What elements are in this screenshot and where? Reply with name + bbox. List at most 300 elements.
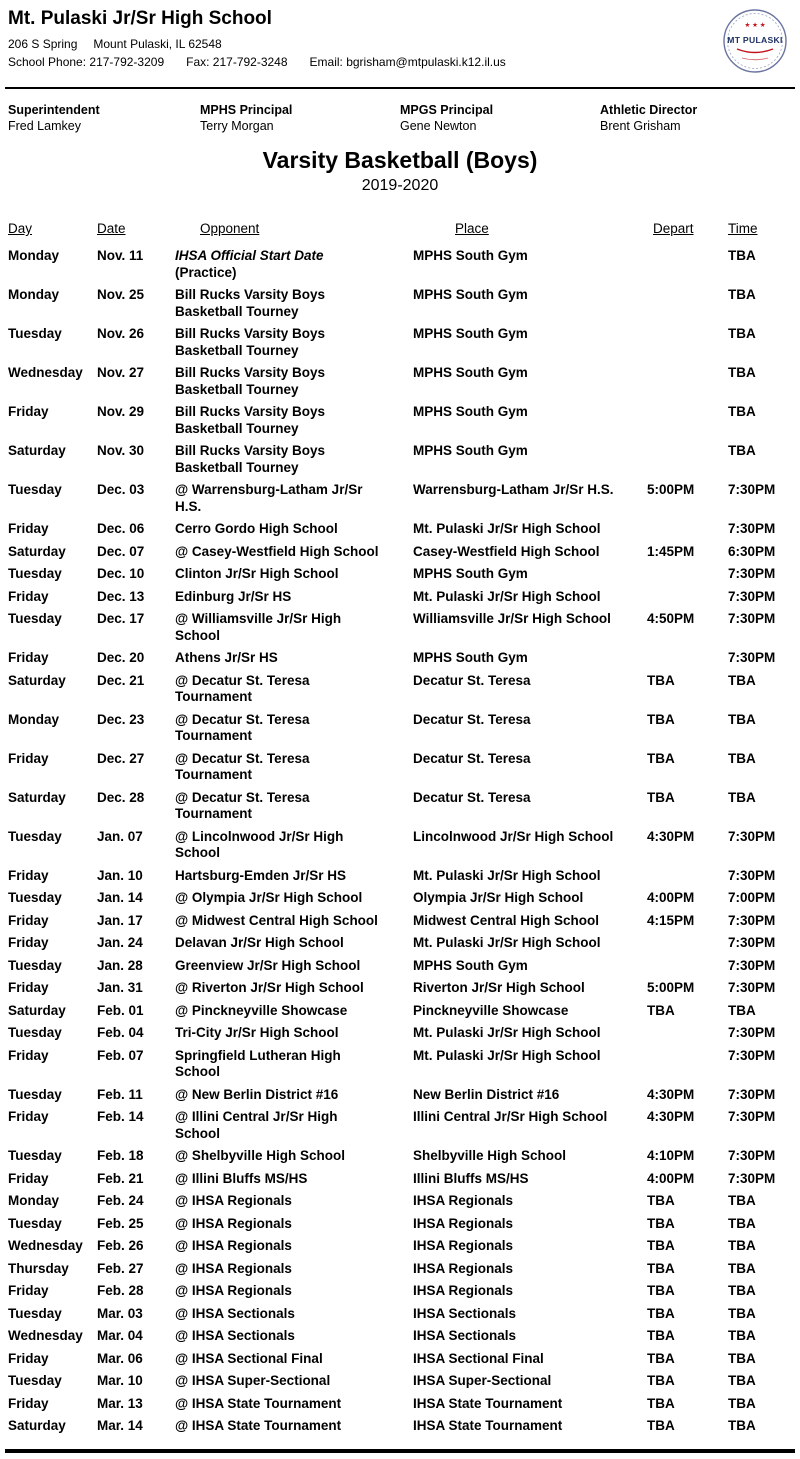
place-cell: IHSA Regionals <box>413 1260 514 1276</box>
time-cell: TBA <box>728 750 756 766</box>
date-cell: Mar. 14 <box>97 1418 143 1433</box>
place-cell: Williamsville Jr/Sr High School <box>413 611 611 626</box>
place-cell: IHSA Sectionals <box>413 1328 517 1343</box>
schedule-row <box>8 1370 792 1393</box>
date-cell: Nov. 26 <box>97 326 145 341</box>
place-cell: Illini Bluffs MS/HS <box>413 1170 529 1186</box>
depart-cell: TBA <box>647 1238 675 1253</box>
time-cell: 7:30PM <box>728 650 776 665</box>
place-cell: Decatur St. Teresa <box>413 711 531 727</box>
schedule-row <box>8 362 792 401</box>
place-cell: MPHS South Gym <box>413 650 528 665</box>
depart-cell <box>647 566 728 583</box>
place-cell: Mt. Pulaski Jr/Sr High School <box>413 867 601 883</box>
depart-cell: TBA <box>647 750 675 766</box>
day-cell: Wednesday <box>8 1238 83 1253</box>
place-cell: MPHS South Gym <box>413 566 528 581</box>
place-cell: Riverton Jr/Sr High School <box>413 980 585 995</box>
schedule-row <box>8 787 792 826</box>
date-cell: Nov. 25 <box>97 287 145 302</box>
date-cell: Feb. 28 <box>97 1283 144 1298</box>
schedule-row <box>8 932 792 955</box>
opponent-cell: Clinton Jr/Sr High School <box>175 566 339 581</box>
day-cell: Monday <box>8 248 60 263</box>
date-cell: Feb. 04 <box>97 1025 144 1040</box>
schedule-row <box>8 826 792 865</box>
date-cell: Jan. 31 <box>97 980 143 995</box>
schedule-row <box>8 1348 792 1371</box>
document-title: Varsity Basketball (Boys) <box>262 147 538 173</box>
time-cell: TBA <box>728 1305 756 1321</box>
day-cell: Friday <box>8 588 49 604</box>
opponent-cell: @ IHSA Regionals <box>175 1260 292 1276</box>
staff-name: Terry Morgan <box>200 119 274 133</box>
schedule-rows <box>8 245 792 1438</box>
schedule-row <box>8 910 792 933</box>
schedule-row <box>8 245 792 284</box>
date-cell: Feb. 11 <box>97 1086 143 1102</box>
day-cell: Saturday <box>8 1002 66 1018</box>
opponent-cell: @ Decatur St. Teresa Tournament <box>175 750 310 782</box>
date-cell: Jan. 14 <box>97 890 143 905</box>
schedule-row <box>8 748 792 787</box>
opponent-cell: Tri-City Jr/Sr High School <box>175 1025 339 1040</box>
schedule-row <box>8 479 792 518</box>
day-cell: Tuesday <box>8 482 62 497</box>
day-cell: Tuesday <box>8 1148 62 1163</box>
day-cell: Friday <box>8 1047 49 1063</box>
schedule-row <box>8 1280 792 1303</box>
col-header-time: Time <box>728 221 758 236</box>
day-cell: Monday <box>8 1193 60 1208</box>
time-cell: 7:30PM <box>728 588 776 604</box>
time-cell: TBA <box>728 1238 756 1253</box>
date-cell: Dec. 27 <box>97 750 145 766</box>
date-cell: Jan. 17 <box>97 912 143 928</box>
place-cell: MPHS South Gym <box>413 248 528 263</box>
opponent-cell: @ Illini Bluffs MS/HS <box>175 1170 308 1186</box>
date-cell: Dec. 03 <box>97 482 145 497</box>
day-cell: Saturday <box>8 789 66 805</box>
place-cell: New Berlin District #16 <box>413 1086 560 1102</box>
opponent-cell: Bill Rucks Varsity Boys Basketball Tourney <box>175 287 326 319</box>
schedule-row <box>8 563 792 586</box>
depart-cell: TBA <box>647 711 675 727</box>
time-cell: 7:30PM <box>728 912 776 928</box>
time-cell: 7:30PM <box>728 935 776 950</box>
time-cell: 7:30PM <box>728 1086 776 1102</box>
time-cell: 7:30PM <box>728 980 776 995</box>
date-cell: Mar. 03 <box>97 1305 143 1321</box>
depart-cell: 4:50PM <box>647 611 695 626</box>
day-cell: Tuesday <box>8 1025 62 1040</box>
place-cell: MPHS South Gym <box>413 404 528 419</box>
time-cell: TBA <box>728 365 756 380</box>
time-cell: TBA <box>728 1002 756 1018</box>
depart-cell: 4:10PM <box>647 1148 695 1163</box>
schedule-row <box>8 1190 792 1213</box>
depart-cell: TBA <box>647 1193 675 1208</box>
opponent-cell: Athens Jr/Sr HS <box>175 650 278 665</box>
depart-cell: TBA <box>647 1373 675 1388</box>
depart-cell: 4:00PM <box>647 1170 695 1186</box>
place-cell: Midwest Central High School <box>413 912 600 928</box>
time-cell: TBA <box>728 1328 756 1343</box>
schedule-row <box>8 1000 792 1023</box>
time-cell: TBA <box>728 404 756 419</box>
staff-mphs-principal <box>200 103 400 134</box>
depart-cell <box>647 326 728 359</box>
staff-role: MPHS Principal <box>200 103 293 117</box>
date-cell: Dec. 20 <box>97 650 145 665</box>
date-cell: Feb. 18 <box>97 1148 144 1163</box>
time-cell: 7:30PM <box>728 482 776 497</box>
day-cell: Wednesday <box>8 365 83 380</box>
staff-role: Superintendent <box>8 103 100 117</box>
col-header-depart: Depart <box>653 221 694 236</box>
day-cell: Tuesday <box>8 828 62 844</box>
depart-cell: TBA <box>647 1260 675 1276</box>
opponent-cell: Bill Rucks Varsity Boys Basketball Tourney <box>175 326 326 358</box>
time-cell: TBA <box>728 789 756 805</box>
opponent-cell: @ IHSA State Tournament <box>175 1395 342 1411</box>
time-cell: 7:30PM <box>728 957 776 973</box>
depart-cell: 4:30PM <box>647 1109 695 1124</box>
footer-divider <box>5 1449 795 1453</box>
schedule-row <box>8 608 792 647</box>
day-cell: Friday <box>8 750 49 766</box>
depart-cell: TBA <box>647 672 675 688</box>
date-cell: Feb. 26 <box>97 1238 144 1253</box>
date-cell: Feb. 14 <box>97 1109 144 1124</box>
time-cell: TBA <box>728 1260 756 1276</box>
opponent-cell: Bill Rucks Varsity Boys Basketball Tourney <box>175 443 326 475</box>
place-cell: IHSA Regionals <box>413 1283 514 1298</box>
depart-cell <box>647 521 728 538</box>
time-cell: TBA <box>728 326 756 341</box>
schedule-row <box>8 401 792 440</box>
place-cell: IHSA Regionals <box>413 1238 514 1253</box>
schedule-row <box>8 865 792 888</box>
opponent-cell: Cerro Gordo High School <box>175 521 338 536</box>
time-cell: TBA <box>728 711 756 727</box>
depart-cell <box>647 248 728 281</box>
time-cell: TBA <box>728 287 756 302</box>
col-header-opponent: Opponent <box>200 221 260 236</box>
schedule-row <box>8 709 792 748</box>
depart-cell: 4:15PM <box>647 912 695 928</box>
opponent-cell: @ IHSA Super-Sectional <box>175 1373 331 1388</box>
depart-cell <box>647 868 728 885</box>
place-cell: Mt. Pulaski Jr/Sr High School <box>413 521 601 536</box>
day-cell: Friday <box>8 1109 49 1124</box>
time-cell: TBA <box>728 1283 756 1298</box>
place-cell: Mt. Pulaski Jr/Sr High School <box>413 1047 601 1063</box>
place-cell: Mt. Pulaski Jr/Sr High School <box>413 1025 601 1040</box>
opponent-cell: @ IHSA Regionals <box>175 1193 292 1208</box>
col-header-place: Place <box>455 221 489 236</box>
staff-role: Athletic Director <box>600 103 698 117</box>
day-cell: Saturday <box>8 543 66 559</box>
place-cell: MPHS South Gym <box>413 326 528 341</box>
date-cell: Nov. 11 <box>97 248 144 263</box>
day-cell: Friday <box>8 650 49 665</box>
date-cell: Mar. 13 <box>97 1395 143 1411</box>
day-cell: Tuesday <box>8 611 62 626</box>
place-cell: IHSA State Tournament <box>413 1418 563 1433</box>
opponent-cell: @ Midwest Central High School <box>175 912 378 928</box>
schedule-table <box>0 221 800 1438</box>
place-cell: Decatur St. Teresa <box>413 750 531 766</box>
date-cell: Mar. 10 <box>97 1373 143 1388</box>
schedule-row <box>8 1415 792 1438</box>
date-cell: Feb. 25 <box>97 1215 144 1231</box>
time-cell: 7:30PM <box>728 1170 776 1186</box>
place-cell: MPHS South Gym <box>413 287 528 302</box>
time-cell: TBA <box>728 1418 756 1433</box>
address-street: 206 S Spring <box>8 37 78 51</box>
time-cell: 7:30PM <box>728 566 776 581</box>
opponent-cell: @ Riverton Jr/Sr High School <box>175 980 364 995</box>
depart-cell: TBA <box>647 1215 675 1231</box>
date-cell: Feb. 07 <box>97 1047 144 1063</box>
school-logo-icon <box>722 8 788 74</box>
schedule-row <box>8 647 792 670</box>
staff-directory <box>0 89 800 134</box>
depart-cell <box>647 287 728 320</box>
place-cell: Pinckneyville Showcase <box>413 1002 569 1018</box>
schedule-row <box>8 887 792 910</box>
date-cell: Mar. 06 <box>97 1350 143 1366</box>
depart-cell: TBA <box>647 1350 675 1366</box>
day-cell: Friday <box>8 935 49 950</box>
opponent-cell: @ Decatur St. Teresa Tournament <box>175 672 310 704</box>
opponent-cell: @ Olympia Jr/Sr High School <box>175 890 363 905</box>
date-cell: Nov. 29 <box>97 404 145 419</box>
day-cell: Tuesday <box>8 326 62 341</box>
school-info <box>8 8 506 69</box>
date-cell: Dec. 13 <box>97 588 145 604</box>
day-cell: Monday <box>8 287 60 302</box>
schedule-row <box>8 1235 792 1258</box>
schedule-row <box>8 1106 792 1145</box>
time-cell: 7:30PM <box>728 611 776 626</box>
day-cell: Saturday <box>8 672 66 688</box>
day-cell: Friday <box>8 980 49 995</box>
depart-cell <box>647 935 728 952</box>
day-cell: Tuesday <box>8 890 62 905</box>
schedule-row <box>8 955 792 978</box>
staff-superintendent <box>8 103 200 134</box>
date-cell: Feb. 21 <box>97 1170 144 1186</box>
opponent-cell: @ Illini Central Jr/Sr High School <box>175 1109 338 1141</box>
letterhead <box>0 0 800 74</box>
date-cell: Jan. 10 <box>97 867 143 883</box>
time-cell: TBA <box>728 248 756 263</box>
date-cell: Feb. 01 <box>97 1002 144 1018</box>
opponent-cell: Hartsburg-Emden Jr/Sr HS <box>175 867 347 883</box>
day-cell: Saturday <box>8 443 66 458</box>
table-header-row <box>8 221 792 236</box>
day-cell: Wednesday <box>8 1328 83 1343</box>
opponent-cell: @ IHSA Sectionals <box>175 1328 295 1343</box>
schedule-row <box>8 1325 792 1348</box>
time-cell: 7:30PM <box>728 1047 776 1063</box>
depart-cell: 5:00PM <box>647 482 695 497</box>
time-cell: TBA <box>728 1193 756 1208</box>
time-cell: TBA <box>728 443 756 458</box>
time-cell: 7:30PM <box>728 521 776 536</box>
address-city: Mount Pulaski, IL 62548 <box>93 37 222 51</box>
opponent-cell: Bill Rucks Varsity Boys Basketball Tourney <box>175 365 326 397</box>
school-name: Mt. Pulaski Jr/Sr High School <box>8 8 272 29</box>
schedule-row <box>8 586 792 609</box>
day-cell: Tuesday <box>8 566 62 581</box>
schedule-row <box>8 541 792 564</box>
time-cell: 7:30PM <box>728 1148 776 1163</box>
depart-cell <box>647 958 728 975</box>
opponent-cell: Springfield Lutheran High School <box>175 1047 341 1079</box>
depart-cell: TBA <box>647 1418 675 1433</box>
place-cell: Decatur St. Teresa <box>413 672 531 688</box>
place-cell: MPHS South Gym <box>413 443 528 458</box>
date-cell: Dec. 07 <box>97 543 145 559</box>
place-cell: IHSA Super-Sectional <box>413 1373 552 1388</box>
opponent-cell: Edinburg Jr/Sr HS <box>175 588 292 604</box>
schedule-row <box>8 977 792 1000</box>
day-cell: Saturday <box>8 1418 66 1433</box>
schedule-row <box>8 518 792 541</box>
date-cell: Dec. 17 <box>97 611 145 626</box>
place-cell: Mt. Pulaski Jr/Sr High School <box>413 935 601 950</box>
place-cell: MPHS South Gym <box>413 957 528 973</box>
date-cell: Jan. 28 <box>97 957 143 973</box>
day-cell: Thursday <box>8 1260 69 1276</box>
depart-cell <box>647 365 728 398</box>
time-cell: 7:30PM <box>728 828 776 844</box>
date-cell: Nov. 30 <box>97 443 145 458</box>
school-address <box>8 37 506 51</box>
time-cell: TBA <box>728 1395 756 1411</box>
schedule-row <box>8 1145 792 1168</box>
depart-cell: 5:00PM <box>647 980 695 995</box>
depart-cell: 1:45PM <box>647 543 695 559</box>
schedule-row <box>8 1084 792 1107</box>
school-email: Email: bgrisham@mtpulaski.k12.il.us <box>309 55 506 69</box>
day-cell: Tuesday <box>8 1086 62 1102</box>
depart-cell: 4:30PM <box>647 1086 695 1102</box>
day-cell: Friday <box>8 521 49 536</box>
depart-cell: TBA <box>647 1305 675 1321</box>
day-cell: Friday <box>8 912 49 928</box>
time-cell: 7:30PM <box>728 1109 776 1124</box>
place-cell: Illini Central Jr/Sr High School <box>413 1109 608 1124</box>
day-cell: Friday <box>8 1170 49 1186</box>
opponent-cell: @ Decatur St. Teresa Tournament <box>175 789 310 821</box>
opponent-cell: Greenview Jr/Sr High School <box>175 957 361 973</box>
date-cell: Dec. 10 <box>97 566 145 581</box>
depart-cell: 4:30PM <box>647 828 695 844</box>
schedule-row <box>8 1045 792 1084</box>
depart-cell: TBA <box>647 1002 675 1018</box>
season-label: 2019-2020 <box>361 177 439 194</box>
date-cell: Jan. 24 <box>97 935 143 950</box>
place-cell: IHSA Sectional Final <box>413 1350 544 1366</box>
place-cell: Olympia Jr/Sr High School <box>413 890 584 905</box>
opponent-cell: IHSA Official Start Date (Practice) <box>175 248 324 280</box>
depart-cell <box>647 650 728 667</box>
depart-cell: TBA <box>647 1395 675 1411</box>
schedule-row <box>8 440 792 479</box>
time-cell: TBA <box>728 672 756 688</box>
opponent-cell: @ New Berlin District #16 <box>175 1086 339 1102</box>
schedule-row <box>8 1393 792 1416</box>
opponent-cell: Bill Rucks Varsity Boys Basketball Tourney <box>175 404 326 436</box>
staff-athletic-director <box>600 103 792 134</box>
date-cell: Mar. 04 <box>97 1328 143 1343</box>
opponent-cell: @ Decatur St. Teresa Tournament <box>175 711 310 743</box>
staff-name: Fred Lamkey <box>8 119 81 133</box>
depart-cell <box>647 404 728 437</box>
opponent-cell: @ IHSA Regionals <box>175 1215 292 1231</box>
opponent-cell: @ IHSA Regionals <box>175 1238 292 1253</box>
place-cell: Mt. Pulaski Jr/Sr High School <box>413 588 601 604</box>
depart-cell <box>647 589 728 606</box>
day-cell: Tuesday <box>8 957 62 973</box>
depart-cell <box>647 1025 728 1042</box>
day-cell: Friday <box>8 404 49 419</box>
day-cell: Friday <box>8 1350 49 1366</box>
depart-cell: TBA <box>647 1328 675 1343</box>
day-cell: Tuesday <box>8 1373 62 1388</box>
depart-cell: 4:00PM <box>647 890 695 905</box>
day-cell: Tuesday <box>8 1305 62 1321</box>
school-phone: School Phone: 217-792-3209 <box>8 55 165 69</box>
opponent-cell: @ Casey-Westfield High School <box>175 543 379 559</box>
place-cell: IHSA Regionals <box>413 1215 514 1231</box>
school-fax: Fax: 217-792-3248 <box>186 55 288 69</box>
place-cell: Shelbyville High School <box>413 1148 567 1163</box>
staff-mpgs-principal <box>400 103 600 134</box>
staff-name: Gene Newton <box>400 119 477 133</box>
date-cell: Jan. 07 <box>97 828 143 844</box>
schedule-row <box>8 323 792 362</box>
opponent-cell: Delavan Jr/Sr High School <box>175 935 344 950</box>
time-cell: 7:00PM <box>728 890 776 905</box>
opponent-cell: @ IHSA Regionals <box>175 1283 292 1298</box>
opponent-cell: @ Lincolnwood Jr/Sr High School <box>175 828 344 860</box>
schedule-row <box>8 670 792 709</box>
opponent-cell: @ Williamsville Jr/Sr High School <box>175 611 342 643</box>
opponent-cell: @ Pinckneyville Showcase <box>175 1002 348 1018</box>
time-cell: TBA <box>728 1373 756 1388</box>
depart-cell <box>647 443 728 476</box>
place-cell: IHSA Sectionals <box>413 1305 517 1321</box>
place-cell: Warrensburg-Latham Jr/Sr H.S. <box>413 482 614 497</box>
depart-cell <box>647 1048 728 1081</box>
day-cell: Tuesday <box>8 1215 62 1231</box>
opponent-cell: @ IHSA Sectional Final <box>175 1350 323 1366</box>
place-cell: MPHS South Gym <box>413 365 528 380</box>
col-header-day: Day <box>8 221 33 236</box>
time-cell: 6:30PM <box>728 543 776 559</box>
opponent-cell: @ Shelbyville High School <box>175 1148 345 1163</box>
schedule-row <box>8 1213 792 1236</box>
date-cell: Feb. 27 <box>97 1260 144 1276</box>
day-cell: Friday <box>8 867 49 883</box>
date-cell: Dec. 23 <box>97 711 145 727</box>
col-header-date: Date <box>97 221 126 236</box>
